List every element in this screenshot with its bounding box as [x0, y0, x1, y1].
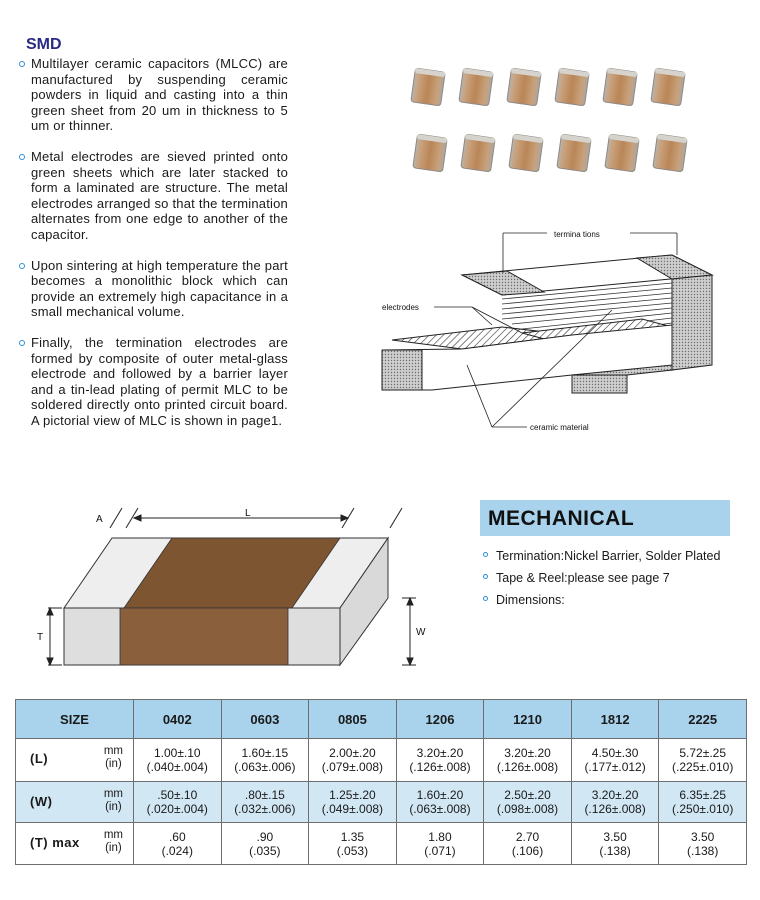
bullet-icon — [19, 263, 25, 269]
unit-mm: mm — [103, 788, 123, 800]
row-units — [104, 829, 123, 854]
electrodes-label: electrodes — [382, 303, 419, 312]
table-header-row — [16, 700, 747, 739]
table-cell: 1.60±.15 (.063±.006) — [221, 739, 309, 782]
dimension-t-label: T — [37, 632, 44, 643]
row-label: (W) — [30, 794, 53, 809]
table-cell: 1.00±.10 (.040±.004) — [134, 739, 222, 782]
bullet-icon — [483, 596, 488, 601]
bullet-icon — [19, 154, 25, 160]
row-header-thickness — [16, 823, 134, 865]
size-column-header: 0402 — [134, 700, 222, 739]
table-cell: 2.00±.20 (.079±.008) — [309, 739, 397, 782]
size-column-header: 1210 — [484, 700, 572, 739]
table-cell: .90 (.035) — [221, 823, 309, 865]
capacitor-chips-photo — [405, 62, 705, 182]
table-cell: 3.50 (.138) — [659, 823, 747, 865]
dimensions-table — [15, 699, 747, 865]
row-header-length — [16, 739, 134, 782]
table-row — [16, 739, 747, 782]
mlcc-structure-diagram — [372, 215, 722, 445]
ceramic-material-label: ceramic material — [530, 423, 589, 432]
unit-mm: mm — [103, 829, 123, 841]
chip-dimension-diagram — [30, 500, 430, 675]
size-header: SIZE — [16, 700, 134, 739]
table-cell: .50±.10 (.020±.004) — [134, 782, 222, 823]
row-label: (L) — [30, 751, 49, 766]
table-cell: 3.20±.20 (.126±.008) — [484, 739, 572, 782]
table-cell: 1.25±.20 (.049±.008) — [309, 782, 397, 823]
table-cell: 3.20±.20 (.126±.008) — [396, 739, 484, 782]
unit-mm: mm — [103, 745, 123, 757]
table-cell: 3.50 (.138) — [571, 823, 659, 865]
mechanical-list — [482, 546, 752, 612]
section-title: SMD — [26, 36, 62, 53]
description-item — [18, 56, 288, 134]
row-units — [104, 788, 123, 813]
unit-in: (in) — [105, 757, 122, 770]
mechanical-header — [480, 500, 730, 536]
dimension-l-label: L — [245, 508, 251, 519]
unit-in: (in) — [105, 841, 122, 854]
mechanical-item-text: Termination:Nickel Barrier, Solder Plated — [496, 549, 721, 563]
unit-in: (in) — [105, 800, 122, 813]
table-cell: .60 (.024) — [134, 823, 222, 865]
description-text: Finally, the termination electrodes are formed by composite of outer metal-glass electrode and followed by a barrier layer and a tin-lead plating of permit MLC to be soldered directly onto printed circuit board. A pictorial view of MLC is shown in page1. — [31, 334, 288, 428]
mechanical-item-text: Tape & Reel:please see page 7 — [496, 571, 670, 585]
description-text: Multilayer ceramic capacitors (MLCC) are manufactured by suspending ceramic powders in liquid and casting into a thin green sheet from 20 um in thickness to 5 um or thinner. — [31, 56, 288, 134]
dimension-w-label: W — [416, 627, 426, 638]
mechanical-item — [482, 546, 752, 568]
row-label: (T) max — [30, 835, 80, 850]
table-row — [16, 823, 747, 865]
table-cell: 1.80 (.071) — [396, 823, 484, 865]
size-column-header: 1812 — [571, 700, 659, 739]
mechanical-item — [482, 590, 752, 612]
row-header-width — [16, 782, 134, 823]
bullet-icon — [19, 340, 25, 346]
description-item — [18, 335, 288, 429]
table-cell: 3.20±.20 (.126±.008) — [571, 782, 659, 823]
description-item — [18, 258, 288, 320]
table-cell: .80±.15 (.032±.006) — [221, 782, 309, 823]
table-cell: 1.60±.20 (.063±.008) — [396, 782, 484, 823]
size-column-header: 2225 — [659, 700, 747, 739]
bullet-icon — [483, 574, 488, 579]
size-column-header: 0603 — [221, 700, 309, 739]
table-cell: 1.35 (.053) — [309, 823, 397, 865]
bullet-icon — [19, 61, 25, 67]
dimension-a-label: A — [96, 514, 103, 525]
bullet-icon — [483, 552, 488, 557]
terminations-label: termina tions — [554, 230, 600, 239]
description-text: Upon sintering at high temperature the part becomes a monolithic block which can provide an extremely high capacitance in a small mechanical volume. — [31, 257, 288, 320]
table-cell: 2.70 (.106) — [484, 823, 572, 865]
table-cell: 5.72±.25 (.225±.010) — [659, 739, 747, 782]
table-cell: 2.50±.20 (.098±.008) — [484, 782, 572, 823]
description-text: Metal electrodes are sieved printed onto green sheets which are later stacked to form a laminated are structure. The metal electrodes arranged so that the termination alternates from one edge to another of the capacitor. — [31, 148, 288, 242]
mechanical-title: MECHANICAL — [488, 507, 635, 530]
table-row — [16, 782, 747, 823]
mechanical-item — [482, 568, 752, 590]
table-cell: 6.35±.25 (.250±.010) — [659, 782, 747, 823]
description-list — [18, 56, 288, 443]
description-item — [18, 149, 288, 243]
mechanical-item-text: Dimensions: — [496, 593, 565, 607]
table-cell: 4.50±.30 (.177±.012) — [571, 739, 659, 782]
row-units — [104, 745, 123, 770]
size-column-header: 1206 — [396, 700, 484, 739]
size-column-header: 0805 — [309, 700, 397, 739]
